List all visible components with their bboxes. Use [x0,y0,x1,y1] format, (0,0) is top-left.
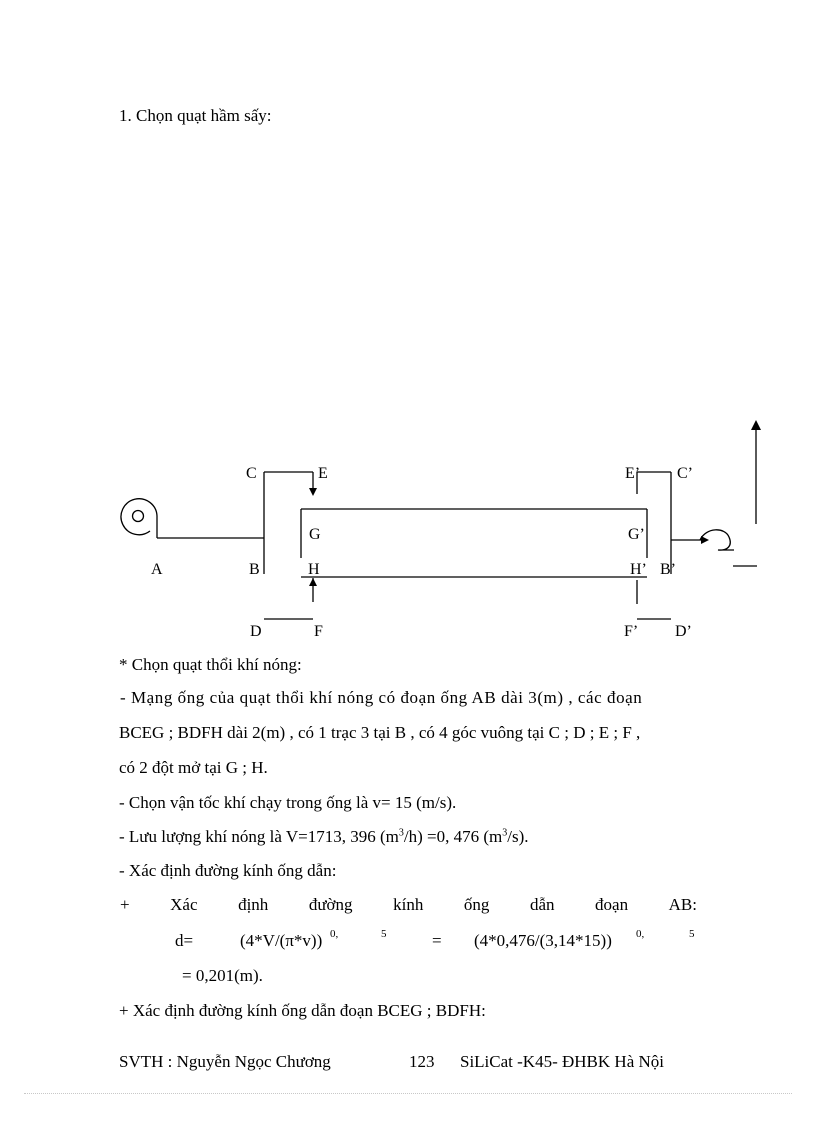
word: ống [463,895,490,914]
label-h: H [308,561,320,578]
label-e: E [318,465,328,482]
label-f: F [314,623,323,640]
label-h-prime: H’ [630,561,647,578]
paragraph-line: có 2 đột mở tại G ; H. [119,758,268,777]
left-fan-icon [121,499,157,538]
formula-exponent-1b: 5 [381,928,387,940]
footer-author: SVTH : Nguyễn Ngọc Chương [119,1052,331,1071]
flow-text: /s). [507,827,529,846]
formula-expression-2: (4*0,476/(3,14*15)) [474,931,612,950]
superscript: 3 [502,827,508,839]
diameter-heading: - Xác định đường kính ống dẫn: [119,861,337,880]
word: định [238,895,269,914]
arrow-down-icon [309,488,317,496]
page-bottom-divider [24,1093,792,1094]
paragraph-line: BCEG ; BDFH dài 2(m) , có 1 trạc 3 tại B , có 4 góc vuông tại C ; D ; E ; F , [119,723,641,742]
footer-page-number: 123 [409,1052,435,1071]
formula-d: d= [175,931,194,950]
label-g: G [309,526,321,543]
label-b: B [249,561,260,578]
footer-class-info: SiLiCat -K45- ĐHBK Hà Nội [460,1052,664,1071]
formula-result: = 0,201(m). [182,966,263,985]
word: kính [393,895,424,914]
label-c-prime: C’ [677,465,693,482]
arrow-up-icon [751,420,761,430]
label-g-prime: G’ [628,526,645,543]
section-title: * Chọn quạt thổi khí nóng: [119,655,302,674]
label-e-prime: E’ [625,465,641,482]
arrow-right-icon [701,536,709,544]
label-a: A [151,561,163,578]
superscript: 3 [398,827,404,839]
label-d: D [250,623,262,640]
label-c: C [246,465,257,482]
flow-text: - Lưu lượng khí nóng là V=1713, 396 (m [119,827,399,846]
ab-heading-justified [120,895,697,915]
word: dẫn [529,895,555,914]
word: AB: [668,895,697,914]
flow-rate-line [119,827,528,847]
bceg-heading: + Xác định đường kính ống dẫn đoạn BCEG ; BDFH: [119,1001,486,1020]
label-b-prime: B’ [660,561,676,578]
paragraph-text: - Mạng ống của quạt thổi khí nóng có đoạn ống AB dài 3(m) , các đoạn [120,688,643,707]
label-f-prime: F’ [624,623,639,640]
word: Xác [170,895,198,914]
flow-text: /h) =0, 476 (m [403,827,503,846]
formula-exponent-1: 0, [330,928,339,940]
formula-equals: = [432,931,442,950]
formula-expression-1: (4*V/(π*v)) [240,931,323,950]
formula-exponent-2b: 5 [689,928,695,940]
formula-exponent-2: 0, [636,928,645,940]
word: đường [308,895,353,914]
word: + [120,895,130,914]
section-heading: 1. Chọn quạt hầm sấy: [119,106,272,125]
arrow-up-icon [309,578,317,586]
word: đoạn [595,895,629,914]
paragraph-line [120,688,698,708]
label-d-prime: D’ [675,623,692,640]
velocity-line: - Chọn vận tốc khí chạy trong ống là v= 15 (m/s). [119,793,457,812]
